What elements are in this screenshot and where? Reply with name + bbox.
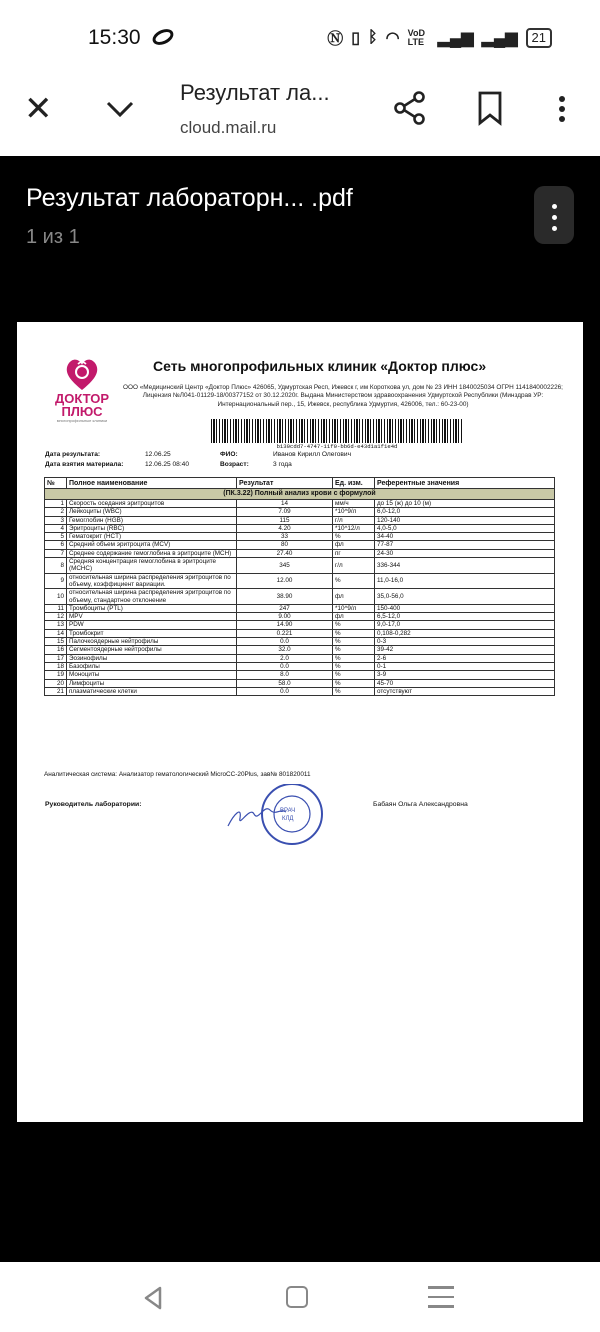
- chevron-down-icon[interactable]: [102, 92, 138, 126]
- signature-name: Бабаян Ольга Александровна: [373, 801, 468, 808]
- more-menu-icon[interactable]: [552, 92, 572, 126]
- bluetooth-icon: ᛒ: [368, 28, 378, 46]
- network-type: VoD LTE: [407, 27, 425, 47]
- row-number: 3: [45, 516, 67, 524]
- row-number: 8: [45, 558, 67, 574]
- sample-date-label: Дата взятия материала:: [45, 461, 124, 468]
- page-title: Результат ла...: [180, 80, 330, 105]
- row-unit: *10^9/л: [333, 604, 375, 612]
- row-reference: отсутствуют: [375, 687, 555, 695]
- row-result: 12.00: [237, 573, 333, 589]
- row-reference: 120-140: [375, 516, 555, 524]
- row-unit: *10^12/л: [333, 524, 375, 532]
- result-date-label: Дата результата:: [45, 451, 101, 458]
- table-row: [45, 638, 555, 646]
- row-name: относительная ширина распределения эритроцитов по объему, стандартное отклонение: [67, 589, 237, 605]
- patient-age: 3 года: [273, 461, 292, 468]
- row-result: 7.09: [237, 508, 333, 516]
- table-row: [45, 533, 555, 541]
- table-row: [45, 671, 555, 679]
- patient-name: Иванов Кирилл Олегович: [273, 451, 351, 458]
- row-name: Эозинофилы: [67, 654, 237, 662]
- row-name: Среднее содержание гемоглобина в эритроците (MCH): [67, 549, 237, 557]
- table-row: [45, 654, 555, 662]
- row-result: 14: [237, 500, 333, 508]
- row-reference: 336-344: [375, 558, 555, 574]
- clinic-logo: [51, 356, 113, 438]
- row-reference: 0,108-0,282: [375, 629, 555, 637]
- row-unit: %: [333, 573, 375, 589]
- logo-line2: ПЛЮС: [61, 404, 103, 419]
- app-bar: [0, 80, 600, 156]
- section-row: [45, 489, 555, 500]
- close-icon[interactable]: ✕: [24, 90, 53, 128]
- clinic-title: Сеть многопрофильных клиник «Доктор плюс»: [153, 358, 487, 374]
- file-name: Результат лабораторн... .pdf: [26, 184, 353, 212]
- row-result: 0.221: [237, 629, 333, 637]
- table-row: [45, 500, 555, 508]
- row-name: Тромбоциты (PTL): [67, 604, 237, 612]
- row-unit: %: [333, 629, 375, 637]
- results-table: [44, 477, 555, 696]
- row-number: 11: [45, 604, 67, 612]
- row-unit: %: [333, 687, 375, 695]
- row-result: 58.0: [237, 679, 333, 687]
- table-row: [45, 646, 555, 654]
- row-name: относительная ширина распределения эритроцитов по объему, коэффициент вариации.: [67, 573, 237, 589]
- row-number: 9: [45, 573, 67, 589]
- row-name: MPV: [67, 613, 237, 621]
- row-number: 19: [45, 671, 67, 679]
- viewer-menu-button[interactable]: [534, 186, 574, 244]
- viewer-header: [0, 156, 600, 268]
- row-reference: 39-42: [375, 646, 555, 654]
- logo-heart-icon: [63, 356, 101, 392]
- row-reference: 77-87: [375, 541, 555, 549]
- page-url: cloud.mail.ru: [180, 118, 277, 137]
- row-unit: фл: [333, 541, 375, 549]
- bookmark-icon[interactable]: [474, 90, 506, 126]
- row-unit: г/л: [333, 516, 375, 524]
- row-reference: 35,0-56,0: [375, 589, 555, 605]
- row-result: 38.90: [237, 589, 333, 605]
- nav-back-icon[interactable]: [140, 1284, 166, 1312]
- result-date: 12.06.25: [145, 451, 171, 458]
- row-result: 345: [237, 558, 333, 574]
- svg-text:КЛД: КЛД: [282, 816, 294, 822]
- signal2-icon: ▂▄▆: [481, 29, 518, 47]
- col-unit: Ед. изм.: [333, 478, 375, 489]
- row-name: Палочкоядерные нейтрофилы: [67, 638, 237, 646]
- row-reference: 0-3: [375, 638, 555, 646]
- row-unit: мм/ч: [333, 500, 375, 508]
- col-result: Результат: [237, 478, 333, 489]
- table-row: [45, 573, 555, 589]
- row-number: 20: [45, 679, 67, 687]
- row-number: 4: [45, 524, 67, 532]
- row-name: Моноциты: [67, 671, 237, 679]
- row-unit: фл: [333, 613, 375, 621]
- table-row: [45, 662, 555, 670]
- row-unit: %: [333, 533, 375, 541]
- system-nav-bar: [0, 1262, 600, 1332]
- table-row: [45, 604, 555, 612]
- patient-label: ФИО:: [220, 451, 238, 458]
- table-row: [45, 679, 555, 687]
- row-result: 32.0: [237, 646, 333, 654]
- col-name: Полное наименование: [67, 478, 237, 489]
- row-number: 14: [45, 629, 67, 637]
- row-name: плазматические клетки: [67, 687, 237, 695]
- row-result: 8.0: [237, 671, 333, 679]
- row-number: 18: [45, 662, 67, 670]
- table-row: [45, 687, 555, 695]
- row-unit: фл: [333, 589, 375, 605]
- row-reference: 6,5-12,0: [375, 613, 555, 621]
- row-unit: %: [333, 654, 375, 662]
- row-number: 2: [45, 508, 67, 516]
- row-number: 10: [45, 589, 67, 605]
- table-row: [45, 558, 555, 574]
- row-result: 4.20: [237, 524, 333, 532]
- row-reference: 6,0-12,0: [375, 508, 555, 516]
- row-reference: 4,0-5,0: [375, 524, 555, 532]
- page-counter: 1 из 1: [26, 226, 80, 248]
- row-reference: 24-30: [375, 549, 555, 557]
- row-number: 16: [45, 646, 67, 654]
- row-result: 115: [237, 516, 333, 524]
- row-result: 0.0: [237, 687, 333, 695]
- row-unit: %: [333, 679, 375, 687]
- row-unit: %: [333, 638, 375, 646]
- signature-label: Руководитель лаборатории:: [45, 801, 142, 808]
- row-reference: 3-9: [375, 671, 555, 679]
- row-number: 17: [45, 654, 67, 662]
- row-name: PDW: [67, 621, 237, 629]
- status-icons: [327, 26, 552, 49]
- table-row: [45, 589, 555, 605]
- row-reference: 11,0-16,0: [375, 573, 555, 589]
- row-reference: 150-400: [375, 604, 555, 612]
- logo-line1: ДОКТОР: [54, 391, 110, 406]
- sync-icon: [150, 26, 176, 48]
- row-unit: пг: [333, 549, 375, 557]
- row-reference: 2-6: [375, 654, 555, 662]
- row-result: 0.0: [237, 638, 333, 646]
- battery-level: 21: [526, 28, 552, 48]
- col-number: №: [45, 478, 67, 489]
- svg-text:ВРАЧ: ВРАЧ: [280, 808, 296, 814]
- table-row: [45, 629, 555, 637]
- logo-tagline: многопрофильные клиники: [56, 418, 108, 423]
- row-result: 14.90: [237, 621, 333, 629]
- row-result: 27.40: [237, 549, 333, 557]
- row-unit: %: [333, 646, 375, 654]
- row-number: 12: [45, 613, 67, 621]
- row-unit: %: [333, 621, 375, 629]
- row-name: Средний объем эритроцита (MCV): [67, 541, 237, 549]
- row-unit: *10^9/л: [333, 508, 375, 516]
- wifi-icon: ◠: [385, 29, 400, 47]
- table-row: [45, 613, 555, 621]
- row-reference: 45-70: [375, 679, 555, 687]
- row-number: 15: [45, 638, 67, 646]
- table-row: [45, 549, 555, 557]
- row-unit: г/л: [333, 558, 375, 574]
- row-number: 5: [45, 533, 67, 541]
- row-reference: 9,0-17,0: [375, 621, 555, 629]
- table-row: [45, 508, 555, 516]
- row-name: Гемоглобин (HGB): [67, 516, 237, 524]
- table-header: [45, 478, 555, 489]
- vibrate-icon: ▯: [351, 29, 361, 47]
- row-number: 6: [45, 541, 67, 549]
- row-result: 33: [237, 533, 333, 541]
- sample-date: 12.06.25 08:40: [145, 461, 189, 468]
- table-row: [45, 516, 555, 524]
- row-number: 21: [45, 687, 67, 695]
- row-name: Базофилы: [67, 662, 237, 670]
- row-reference: до 15 (ж) до 10 (м): [375, 500, 555, 508]
- table-row: [45, 541, 555, 549]
- row-name: Эритроциты (RBC): [67, 524, 237, 532]
- age-label: Возраст:: [220, 461, 249, 468]
- row-result: 2.0: [237, 654, 333, 662]
- col-reference: Референтные значения: [375, 478, 555, 489]
- row-name: Гематокрит (HCT): [67, 533, 237, 541]
- row-name: Тромбокрит: [67, 629, 237, 637]
- row-name: Скорость оседания эритроцитов: [67, 500, 237, 508]
- status-bar: [0, 0, 600, 80]
- row-unit: %: [333, 662, 375, 670]
- nav-recents-icon[interactable]: [428, 1286, 454, 1310]
- row-number: 13: [45, 621, 67, 629]
- nav-home-icon[interactable]: [286, 1286, 308, 1308]
- row-result: 0.0: [237, 662, 333, 670]
- row-name: Средняя концентрация гемоглобина в эритроците (MCHC): [67, 558, 237, 574]
- table-row: [45, 524, 555, 532]
- share-icon[interactable]: [392, 90, 428, 126]
- pdf-page[interactable]: [17, 322, 583, 1122]
- org-info: ООО «Медицинский Центр «Доктор Плюс» 426065, Удмуртская Респ, Ижевск г, им Короткова ул, дом № 23 ИНН 1840025034 ОГРН 1141840002226; Лицензия №Л041-01129-18/00377152 от 30.12.2020г. Выдана Министерством здравоохранения Удмуртской Республики (Минздрав УР: Интернациональный пер., 15, Ижевск, республика Удмуртия, 426006, тел.: 60-23-00): [123, 384, 563, 408]
- barcode: [211, 419, 463, 443]
- barcode-text: b130cdd7-4747-11f0-bb6d-e43d1a1f1e4d: [276, 443, 398, 450]
- analyzer-note: Аналитическая система: Анализатор гематологический MicroCC-20Plus, зав№ 801820011: [44, 771, 311, 778]
- row-result: 80: [237, 541, 333, 549]
- row-reference: 34-40: [375, 533, 555, 541]
- row-name: Сегментоядерные нейтрофилы: [67, 646, 237, 654]
- status-time: 15:30: [88, 26, 141, 49]
- nfc-icon: Ⓝ: [327, 31, 344, 48]
- row-result: 247: [237, 604, 333, 612]
- section-title: (ПК.3.22) Полный анализ крови с формулой: [45, 489, 555, 500]
- row-reference: 0-1: [375, 662, 555, 670]
- row-number: 1: [45, 500, 67, 508]
- table-row: [45, 621, 555, 629]
- row-unit: %: [333, 671, 375, 679]
- row-name: Лейкоциты (WBC): [67, 508, 237, 516]
- row-name: Лимфоциты: [67, 679, 237, 687]
- row-result: 9.00: [237, 613, 333, 621]
- signal-icon: ▂▄▆: [437, 29, 474, 47]
- row-number: 7: [45, 549, 67, 557]
- doctor-stamp-signature: [220, 784, 340, 846]
